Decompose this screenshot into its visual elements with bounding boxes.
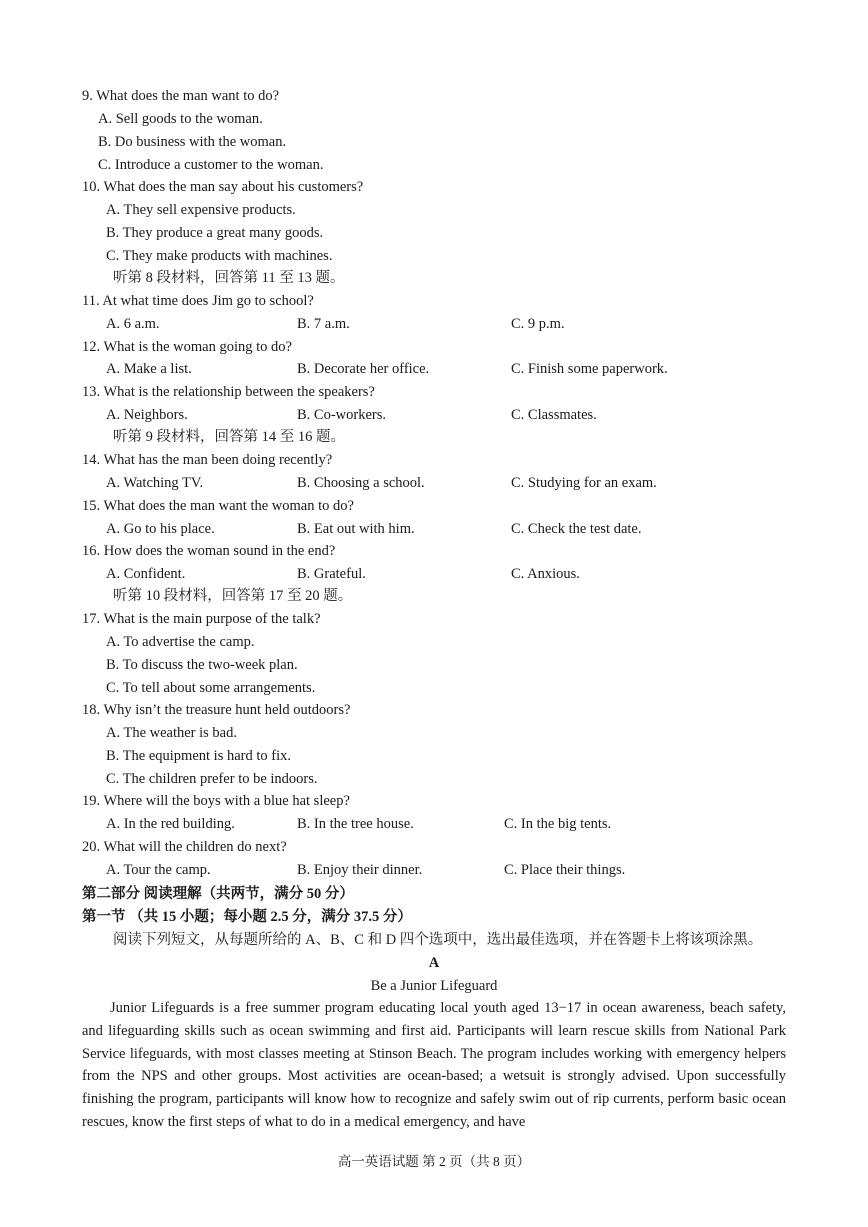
question-18-stem: 18. Why isn’t the treasure hunt held outdoors? — [82, 702, 351, 718]
question-20-option-c: C. Place their things. — [504, 862, 626, 878]
question-16-stem: 16. How does the woman sound in the end? — [82, 543, 336, 559]
question-14-option-c: C. Studying for an exam. — [511, 475, 657, 491]
question-17-stem: 17. What is the main purpose of the talk? — [82, 611, 321, 627]
question-13-option-b: B. Co-workers. — [297, 407, 387, 423]
question-14-option-b: B. Choosing a school. — [297, 475, 425, 491]
question-12-option-b: B. Decorate her office. — [297, 361, 430, 377]
question-14-option-a: A. Watching TV. — [106, 475, 204, 491]
question-20-option-a: A. Tour the camp. — [106, 862, 211, 878]
question-12-option-a: A. Make a list. — [106, 361, 192, 377]
question-9-option-a: A. Sell goods to the woman. — [98, 111, 263, 127]
passage-title: Be a Junior Lifeguard — [370, 978, 498, 994]
question-13-option-a: A. Neighbors. — [106, 407, 188, 423]
question-19-option-b: B. In the tree house. — [297, 816, 414, 832]
question-12-stem: 12. What is the woman going to do? — [82, 339, 292, 355]
question-11-option-c: C. 9 p.m. — [511, 316, 565, 332]
section-1-heading: 第一节 （共 15 小题；每小题 2.5 分，满分 37.5 分） — [82, 909, 412, 925]
question-17-option-a: A. To advertise the camp. — [106, 634, 255, 650]
question-13-stem: 13. What is the relationship between the speakers? — [82, 384, 375, 400]
question-15-option-a: A. Go to his place. — [106, 521, 215, 537]
question-17-option-b: B. To discuss the two-week plan. — [106, 657, 298, 673]
question-19-stem: 19. Where will the boys with a blue hat sleep? — [82, 793, 350, 809]
question-18-option-b: B. The equipment is hard to fix. — [106, 748, 291, 764]
question-15-stem: 15. What does the man want the woman to do? — [82, 498, 354, 514]
question-11-option-b: B. 7 a.m. — [297, 316, 350, 332]
passage-paragraph: Junior Lifeguards is a free summer program educating local youth aged 13−17 in ocean awareness, beach safety, and lifeguarding skills such as ocean swimming and first aid. Participants will learn rescue skills from National Park Service lifeguards, with most classes meeting at Stinson Beach. The program includes working with emergency helpers from the NPS and other groups. Most activities are ocean-based; a wetsuit is strongly advised. Upon successfully finishing the program, participants will know how to recognize and safely swim out of rip currents, perform basic ocean rescues, know the first steps of what to do in a medical emergency, and have — [82, 1000, 786, 1130]
question-10-option-c: C. They make products with machines. — [106, 248, 333, 264]
question-15-option-b: B. Eat out with him. — [297, 521, 415, 537]
question-19-option-c: C. In the big tents. — [504, 816, 612, 832]
question-11-stem: 11. At what time does Jim go to school? — [82, 293, 314, 309]
question-15-option-c: C. Check the test date. — [511, 521, 642, 537]
question-10-option-a: A. They sell expensive products. — [106, 202, 296, 218]
segment-8-instruction: 听第 8 段材料，回答第 11 至 13 题。 — [113, 270, 345, 286]
question-9-option-c: C. Introduce a customer to the woman. — [98, 157, 324, 173]
question-20-stem: 20. What will the children do next? — [82, 839, 287, 855]
question-14-stem: 14. What has the man been doing recently? — [82, 452, 333, 468]
segment-9-instruction: 听第 9 段材料，回答第 14 至 16 题。 — [113, 429, 345, 445]
page-footer: 高一英语试题 第 2 页（共 8 页） — [337, 1154, 531, 1169]
question-13-option-c: C. Classmates. — [511, 407, 597, 423]
question-9-option-b: B. Do business with the woman. — [98, 134, 287, 150]
question-12-option-c: C. Finish some paperwork. — [511, 361, 668, 377]
question-19-option-a: A. In the red building. — [106, 816, 235, 832]
question-10-option-b: B. They produce a great many goods. — [106, 225, 324, 241]
question-10-stem: 10. What does the man say about his customers? — [82, 179, 364, 195]
question-16-option-b: B. Grateful. — [297, 566, 366, 582]
passage-letter: A — [428, 955, 440, 971]
reading-directions: 阅读下列短文，从每题所给的 A、B、C 和 D 四个选项中，选出最佳选项，并在答题卡上将该项涂黑。 — [113, 932, 763, 948]
question-9-stem: 9. What does the man want to do? — [82, 88, 280, 104]
question-18-option-a: A. The weather is bad. — [106, 725, 237, 741]
passage-body — [82, 997, 786, 1134]
question-16-option-c: C. Anxious. — [511, 566, 580, 582]
question-20-option-b: B. Enjoy their dinner. — [297, 862, 423, 878]
segment-10-instruction: 听第 10 段材料，回答第 17 至 20 题。 — [113, 588, 353, 604]
question-17-option-c: C. To tell about some arrangements. — [106, 680, 316, 696]
question-16-option-a: A. Confident. — [106, 566, 186, 582]
question-11-option-a: A. 6 a.m. — [106, 316, 160, 332]
part-2-heading: 第二部分 阅读理解（共两节，满分 50 分） — [82, 886, 354, 902]
question-18-option-c: C. The children prefer to be indoors. — [106, 771, 318, 787]
